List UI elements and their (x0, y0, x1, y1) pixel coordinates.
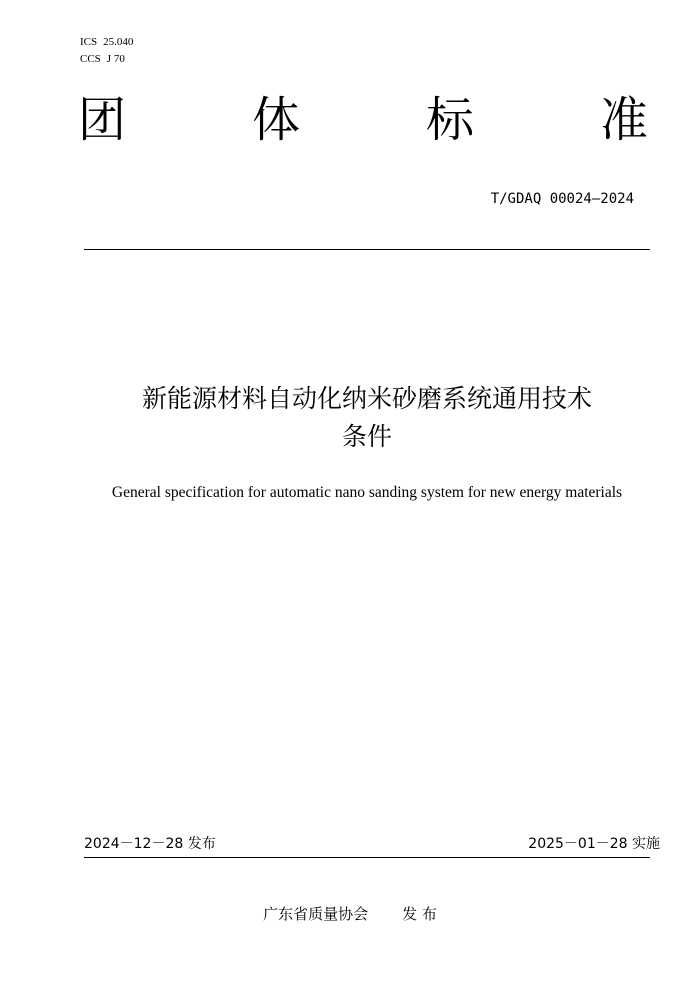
title-char-4: 准 (599, 92, 648, 148)
ics-row (80, 34, 139, 51)
title-char-1: 团 (78, 92, 127, 148)
chinese-title-line-2: 条件 (341, 422, 392, 451)
chinese-title (84, 380, 650, 456)
top-divider (84, 249, 650, 250)
publisher-name: 广东省质量协会 (263, 905, 369, 923)
implement-date: 2025－01－28 实施 (528, 836, 660, 852)
ics-label: ICS (80, 36, 98, 48)
ccs-label: CCS (80, 53, 101, 65)
standard-number: T/GDAQ 00024—2024 (490, 191, 634, 207)
ccs-value: J 70 (106, 53, 125, 65)
publish-word: 发 布 (402, 905, 437, 923)
publisher-line (0, 904, 700, 924)
date-row (84, 834, 660, 854)
ics-value: 25.040 (103, 36, 134, 48)
ccs-row (80, 51, 139, 68)
classification-codes (80, 34, 139, 68)
bottom-divider (84, 857, 650, 858)
document-type-title (78, 88, 648, 152)
chinese-title-line-1: 新能源材料自动化纳米砂磨系统通用技术 (141, 384, 592, 413)
release-date: 2024－12－28 发布 (84, 836, 216, 852)
title-char-3: 标 (425, 92, 474, 148)
english-title: General specification for automatic nano sanding system for new energy materials (111, 484, 623, 501)
title-char-2: 体 (251, 92, 300, 148)
